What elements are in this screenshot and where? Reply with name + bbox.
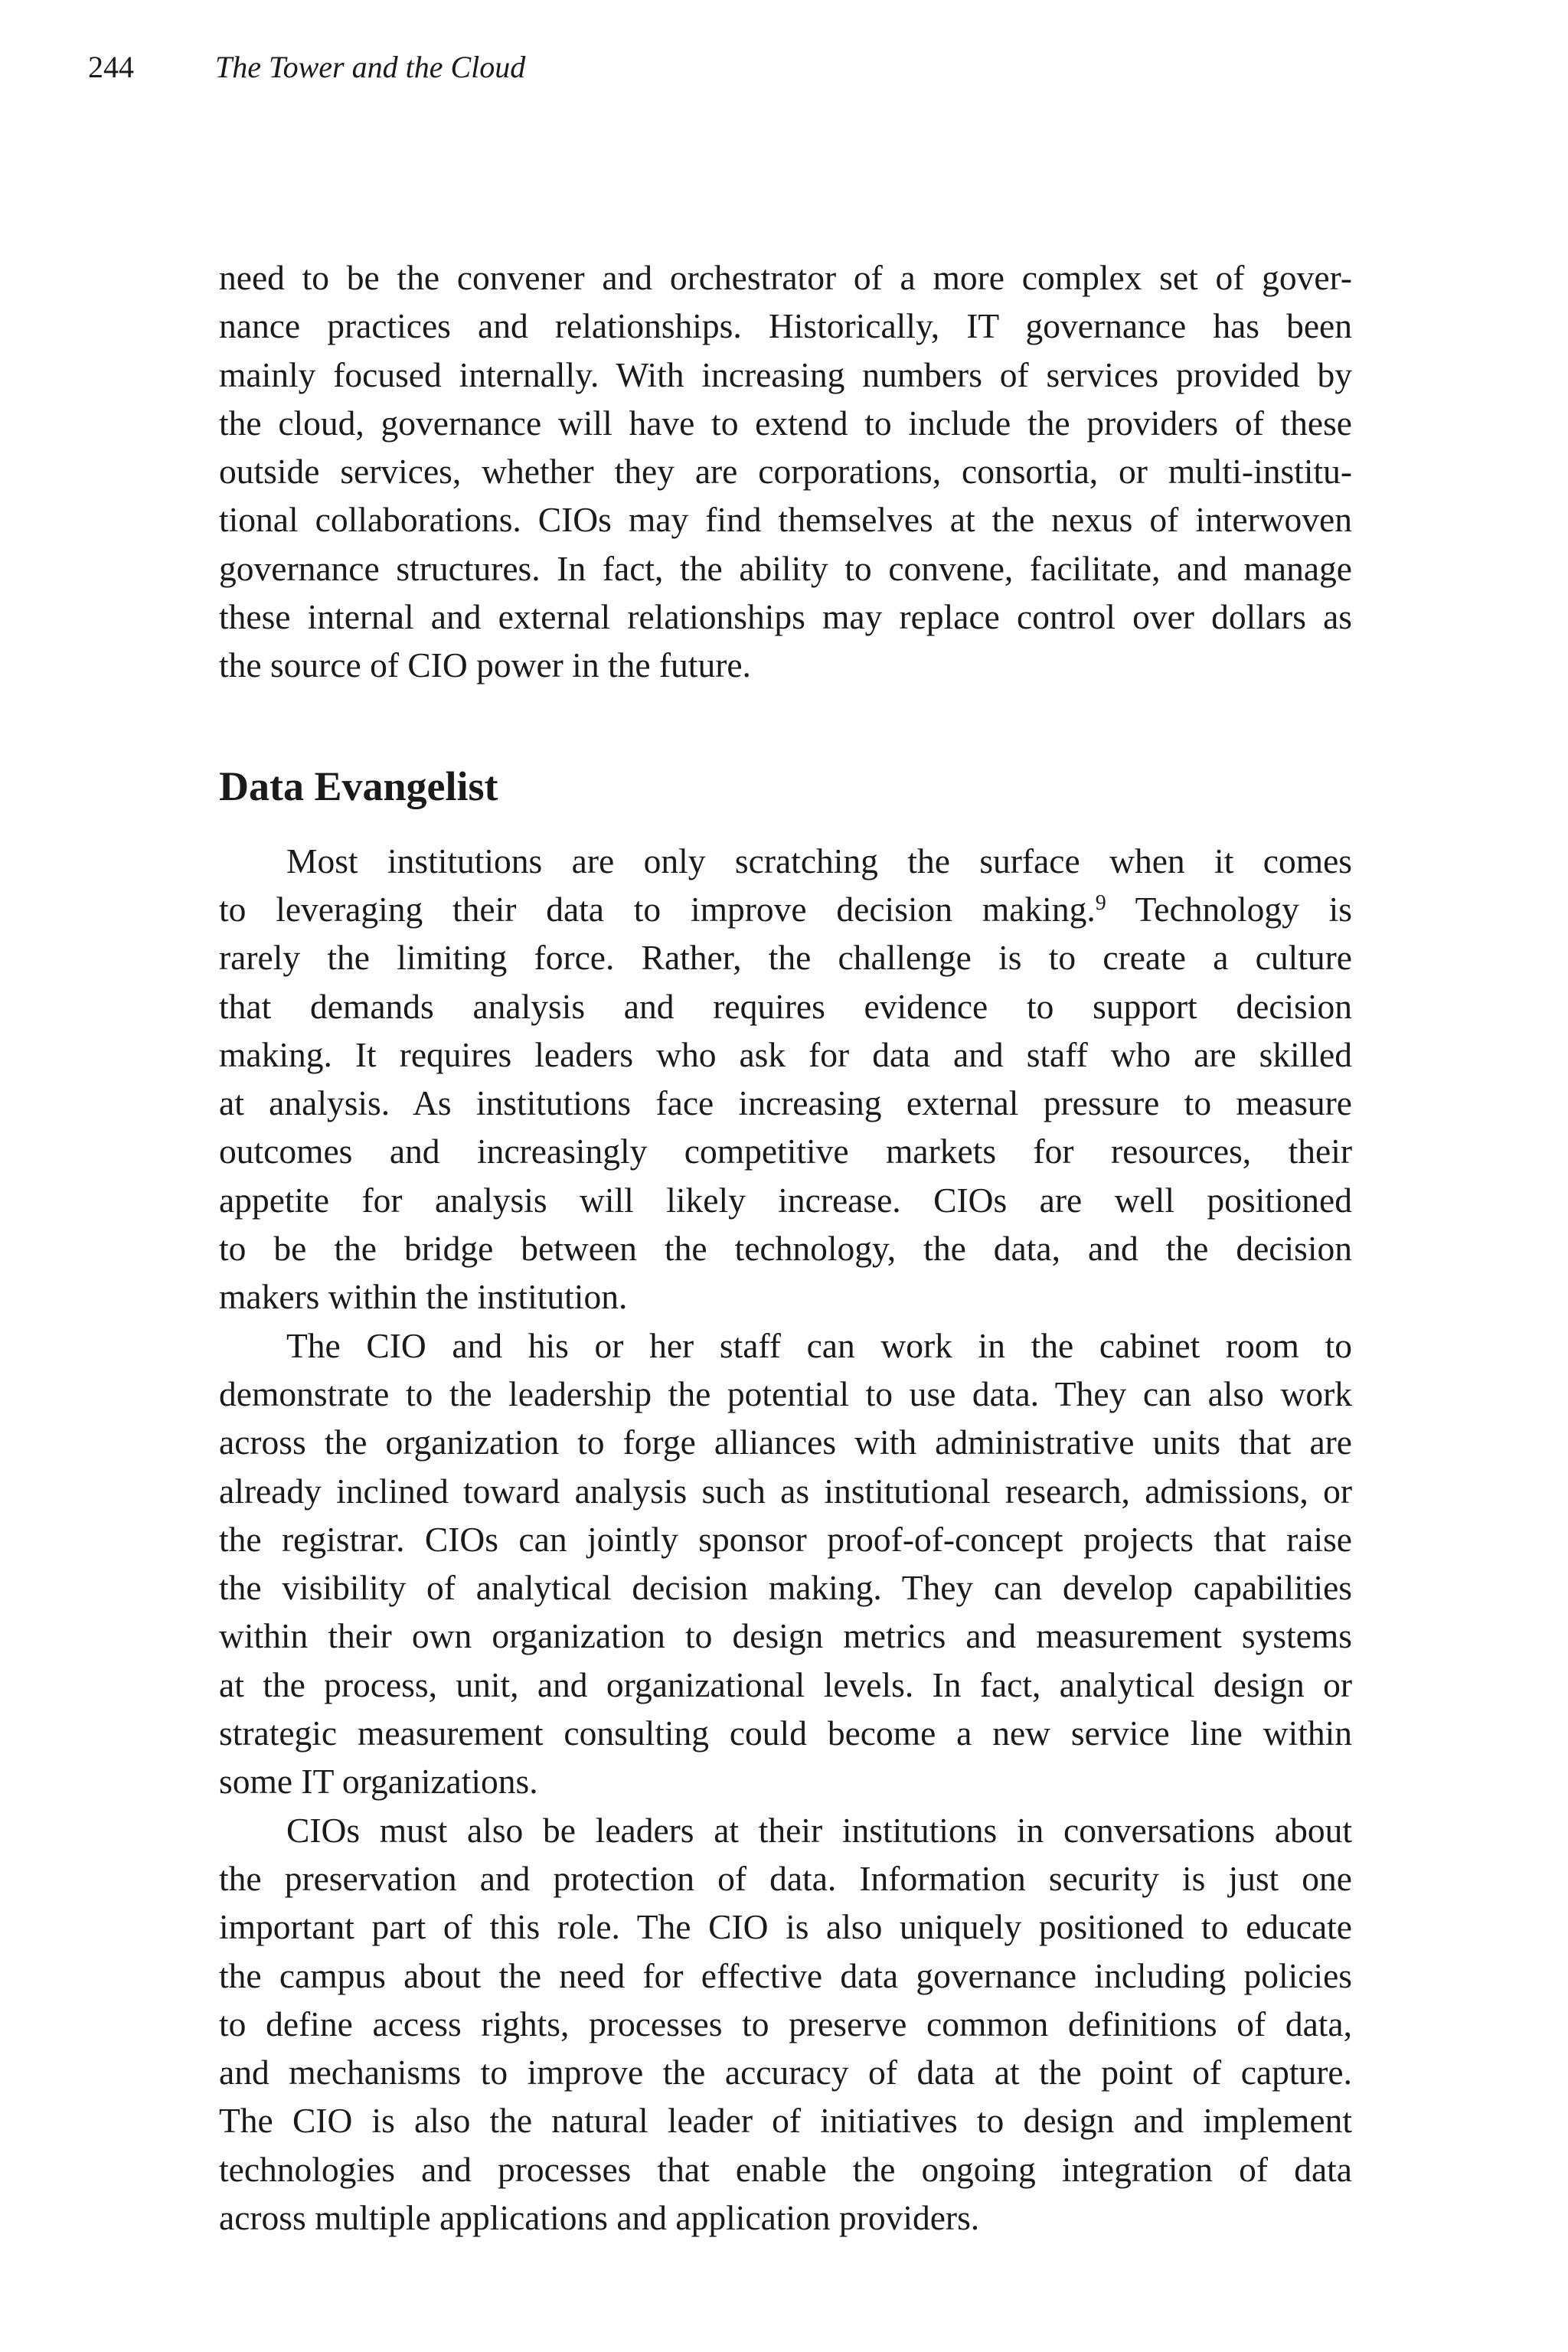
text-line: the visibility of analytical decision making. They can develop capabilities <box>219 1568 1352 1608</box>
text-fragment: Technology is <box>1106 889 1352 929</box>
text-line: demonstrate to the leadership the potential to use data. They can also work <box>219 1374 1352 1413</box>
text-line: outcomes and increasingly competitive markets for resources, their <box>219 1132 1352 1171</box>
opening-paragraph <box>219 253 1352 690</box>
text-line: that demands analysis and requires evidence to support decision <box>219 986 1352 1026</box>
page-number: 244 <box>88 50 134 84</box>
text-line: tional collaborations. CIOs may find themselves at the nexus of interwoven <box>219 500 1352 540</box>
text-line: the registrar. CIOs can jointly sponsor proof-of-concept projects that raise <box>219 1519 1352 1559</box>
text-line: technologies and processes that enable the ongoing integration of data <box>219 2149 1352 2189</box>
text-line: at analysis. As institutions face increasing external pressure to measure <box>219 1083 1352 1123</box>
text-line: The CIO is also the natural leader of initiatives to design and implement <box>219 2101 1352 2141</box>
text-line: to be the bridge between the technology, the data, and the decision <box>219 1229 1352 1269</box>
text-line <box>219 885 1352 933</box>
text-line: nance practices and relationships. Historically, IT governance has been <box>219 306 1352 346</box>
text-line: makers within the institution. <box>219 1277 628 1317</box>
text-line: outside services, whether they are corporations, consortia, or multi-institu- <box>219 452 1352 492</box>
paragraph-data-evangelist-1 <box>219 837 1352 1321</box>
paragraph-data-evangelist-2 <box>219 1321 1352 1806</box>
text-line: The CIO and his or her staff can work in the cabinet room to <box>286 1325 1352 1365</box>
text-line: CIOs must also be leaders at their institutions in conversations about <box>286 1810 1352 1850</box>
text-line: and mechanisms to improve the accuracy of data at the point of capture. <box>219 2053 1352 2092</box>
page-body <box>219 253 1352 2242</box>
section-heading: Data Evangelist <box>219 763 498 809</box>
text-line: some IT organizations. <box>219 1762 538 1802</box>
text-line: strategic measurement consulting could become a new service line within <box>219 1713 1352 1753</box>
text-line: across multiple applications and application providers. <box>219 2197 980 2237</box>
text-line: appetite for analysis will likely increase. CIOs are well positioned <box>219 1180 1352 1220</box>
text-line: the cloud, governance will have to extend to include the providers of these <box>219 403 1352 443</box>
text-line: making. It requires leaders who ask for data and staff who are skilled <box>219 1034 1352 1074</box>
text-fragment: to leveraging their data to improve decision making. <box>219 889 1096 929</box>
running-head-title: The Tower and the Cloud <box>215 50 526 84</box>
text-line: Most institutions are only scratching the surface when it comes <box>286 841 1352 880</box>
text-line: governance structures. In fact, the ability to convene, facilitate, and manage <box>219 548 1352 588</box>
paragraph-data-evangelist-3 <box>219 1806 1352 2243</box>
text-line: rarely the limiting force. Rather, the challenge is to create a culture <box>219 938 1352 978</box>
text-line: at the process, unit, and organizational levels. In fact, analytical design or <box>219 1664 1352 1704</box>
text-line: across the organization to forge alliances with administrative units that are <box>219 1423 1352 1462</box>
text-line: need to be the convener and orchestrator of a more complex set of gover- <box>219 258 1352 297</box>
text-line: mainly focused internally. With increasing numbers of services provided by <box>219 354 1352 394</box>
text-line: important part of this role. The CIO is also uniquely positioned to educate <box>219 1907 1352 1947</box>
text-line: the campus about the need for effective data governance including policies <box>219 1955 1352 1995</box>
text-line: these internal and external relationships may replace control over dollars as <box>219 597 1352 637</box>
text-line: the source of CIO power in the future. <box>219 645 751 685</box>
running-head <box>88 49 525 86</box>
text-line: the preservation and protection of data. Information security is just one <box>219 1858 1352 1898</box>
text-line: already inclined toward analysis such as institutional research, admissions, or <box>219 1471 1352 1511</box>
text-line: to define access rights, processes to preserve common definitions of data, <box>219 2004 1352 2043</box>
text-line: within their own organization to design metrics and measurement systems <box>219 1616 1352 1656</box>
footnote-reference[interactable]: 9 <box>1095 890 1106 915</box>
